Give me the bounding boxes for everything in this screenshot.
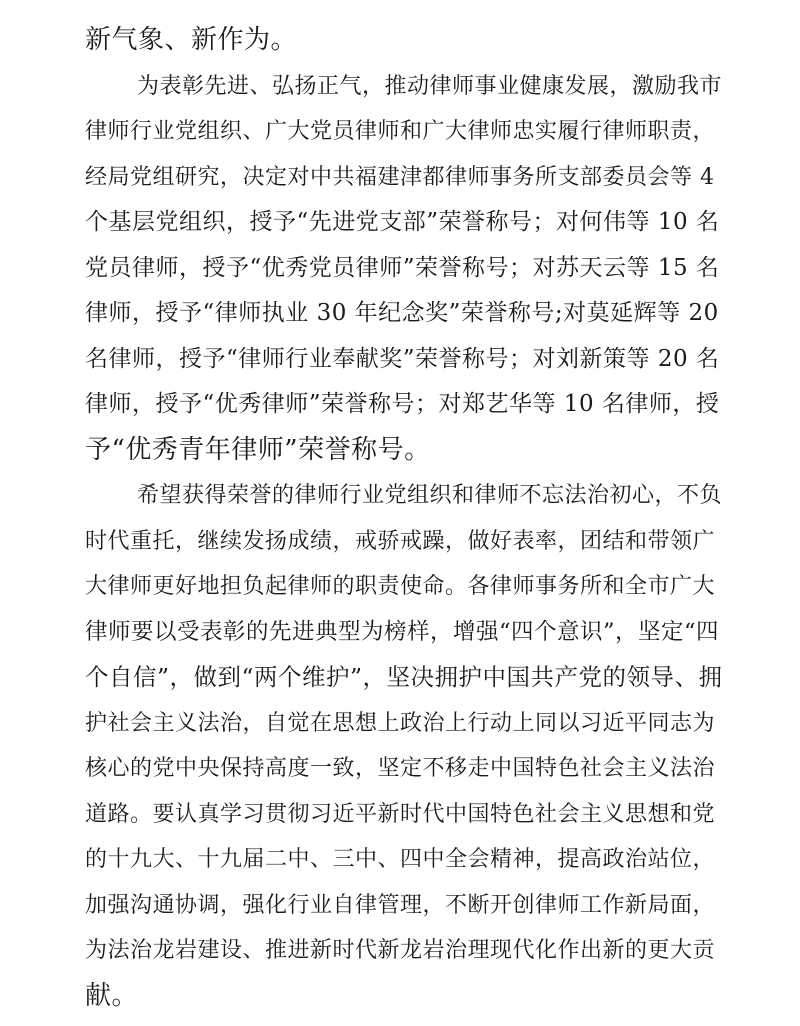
text-line: 个自信”，做到“两个维护”，坚决拥护中国共产党的领导、拥: [85, 663, 723, 691]
text-line: 经局党组研究，决定对中共福建津都律师事务所支部委员会等 4: [85, 164, 715, 190]
text-line: 道路。要认真学习贯彻习近平新时代中国特色社会主义思想和党: [85, 801, 716, 827]
text-line: 律师要以受表彰的先进典型为榜样，增强“四个意识”，坚定“四: [85, 618, 720, 645]
text-line: 新气象、新作为。: [85, 25, 298, 55]
paragraph-start-line: 希望获得荣誉的律师行业党组织和律师不忘法治初心，不负: [137, 483, 723, 508]
text-line: 党员律师，授予“优秀党员律师”荣誉称号；对苏天云等 15 名: [85, 254, 720, 281]
paragraph-start-line: 为表彰先进、弘扬正气，推动律师事业健康发展，激励我市: [137, 73, 723, 99]
text-line: 予“优秀青年律师”荣誉称号。: [85, 434, 431, 465]
text-line: 为法治龙岩建设、推进新时代新龙岩治理现代化作出新的更大贡: [85, 938, 716, 963]
text-line: 个基层党组织，授予“先进党支部”荣誉称号；对何伟等 10 名: [85, 209, 720, 235]
text-line: 律师，授予“律师执业 30 年纪念奖”荣誉称号;对莫延辉等 20: [85, 300, 719, 326]
text-line: 律师，授予“优秀律师”荣誉称号；对郑艺华等 10 名律师，授: [85, 391, 720, 417]
text-line: 护社会主义法治，自觉在思想上政治上行动上同以习近平同志为: [85, 710, 716, 736]
text-line: 名律师，授予“律师行业奉献奖”荣誉称号；对刘新策等 20 名: [85, 345, 720, 372]
text-line: 的十九大、十九届二中、三中、四中全会精神，提高政治站位，: [85, 847, 716, 872]
text-line: 大律师更好地担负起律师的职责使命。各律师事务所和全市广大: [85, 574, 716, 599]
text-line: 核心的党中央保持高度一致，坚定不移走中国特色社会主义法治: [85, 756, 716, 781]
text-line: 律师行业党组织、广大党员律师和广大律师忠实履行律师职责，: [85, 119, 716, 144]
text-line: 献。: [85, 980, 139, 1011]
text-line: 加强沟通协调，强化行业自律管理，不断开创律师工作新局面，: [85, 892, 716, 918]
text-line: 时代重托，继续发扬成绩，戒骄戒躁，做好表率，团结和带领广: [85, 528, 716, 554]
